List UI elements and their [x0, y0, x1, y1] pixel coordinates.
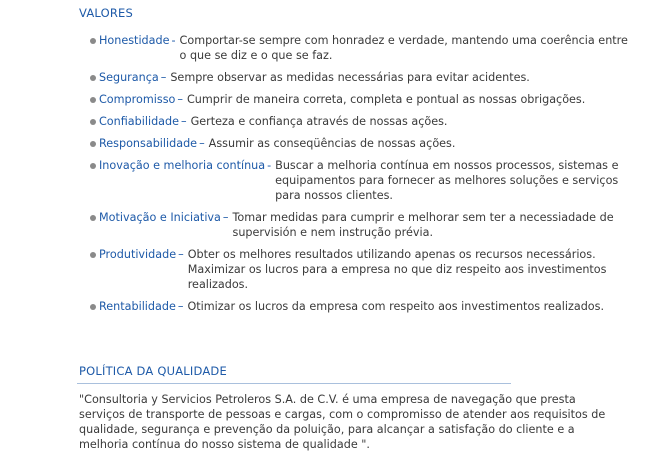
value-description: Cumprir de maneira correta, completa e pontual as nossas obrigações.: [186, 93, 586, 106]
value-separator: –: [178, 248, 184, 261]
values-title: VALORES: [79, 6, 134, 20]
value-description: Otimizar os lucros da empresa com respeito aos investimentos realizados.: [187, 300, 605, 313]
value-separator: –: [177, 300, 184, 313]
value-separator: –: [222, 211, 229, 224]
value-separator: –: [160, 71, 167, 84]
value-term: Confiabilidade: [99, 115, 180, 128]
value-item-compromisso: [90, 92, 630, 107]
value-description: Assumir as conseqüências de nossas ações.: [208, 137, 456, 150]
value-separator: –: [181, 115, 187, 128]
value-term: Produtividade: [99, 248, 177, 261]
value-term: Motivação e Iniciativa: [99, 211, 221, 224]
value-separator: –: [199, 137, 205, 150]
value-separator: -: [171, 34, 176, 47]
value-description: Sempre observar as medidas necessárias para evitar acidentes.: [170, 71, 530, 84]
section-divider: [77, 383, 511, 384]
value-description: Obter os melhores resultados utilizando apenas os recursos necessários. Maximizar os lucros para a empresa no que diz respeito aos investimentos realizados.: [187, 248, 607, 291]
values-list: [90, 33, 630, 321]
value-item-inovacao: [90, 158, 630, 203]
value-term: Compromisso: [99, 93, 176, 106]
bullet-icon: [90, 97, 96, 103]
value-term: Responsabilidade: [99, 137, 198, 150]
bullet-icon: [90, 75, 96, 81]
value-description: Tomar medidas para cumprir e melhorar sem ter a necessiadade de supervisión e nem instrução prévia.: [232, 211, 614, 239]
value-description: Comportar-se sempre com honradez e verdade, mantendo uma coerência entre o que se diz e o que se faz.: [179, 34, 628, 62]
value-term: Honestidade: [99, 34, 170, 47]
value-separator: -: [267, 159, 272, 172]
value-term: Segurança: [99, 71, 159, 84]
value-item-motivacao: [90, 210, 630, 240]
value-item-responsabilidade: [90, 136, 630, 151]
value-description: Gerteza e confiança através de nossas ações.: [190, 115, 448, 128]
bullet-icon: [90, 141, 96, 147]
bullet-icon: [90, 119, 96, 125]
value-item-produtividade: [90, 247, 630, 292]
bullet-icon: [90, 38, 96, 44]
quality-policy-title: POLÍTICA DA QUALIDADE: [79, 364, 227, 378]
bullet-icon: [90, 304, 96, 310]
bullet-icon: [90, 215, 96, 221]
value-item-seguranca: [90, 70, 630, 85]
bullet-icon: [90, 252, 96, 258]
value-term: Rentabilidade: [99, 300, 176, 313]
value-separator: –: [177, 93, 183, 106]
value-term: Inovação e melhoria contínua: [99, 159, 266, 172]
value-item-rentabilidade: [90, 299, 630, 314]
bullet-icon: [90, 163, 96, 169]
quality-policy-text: "Consultoria y Servicios Petroleros S.A. de C.V. é uma empresa de navegação que presta serviços de transporte de pessoas e cargas, com o compromisso de atender aos requisitos de qualidade, segurança e prevenção da poluição, para alcançar a satisfação do cliente e a melhoria contínua do nosso sistema de qualidade ".: [79, 393, 606, 451]
value-description: Buscar a melhoria contínua em nossos processos, sistemas e equipamentos para fornecer as melhores soluções e serviços para nossos clientes.: [275, 159, 619, 202]
value-item-confiabilidade: [90, 114, 630, 129]
value-item-honestidade: [90, 33, 630, 63]
